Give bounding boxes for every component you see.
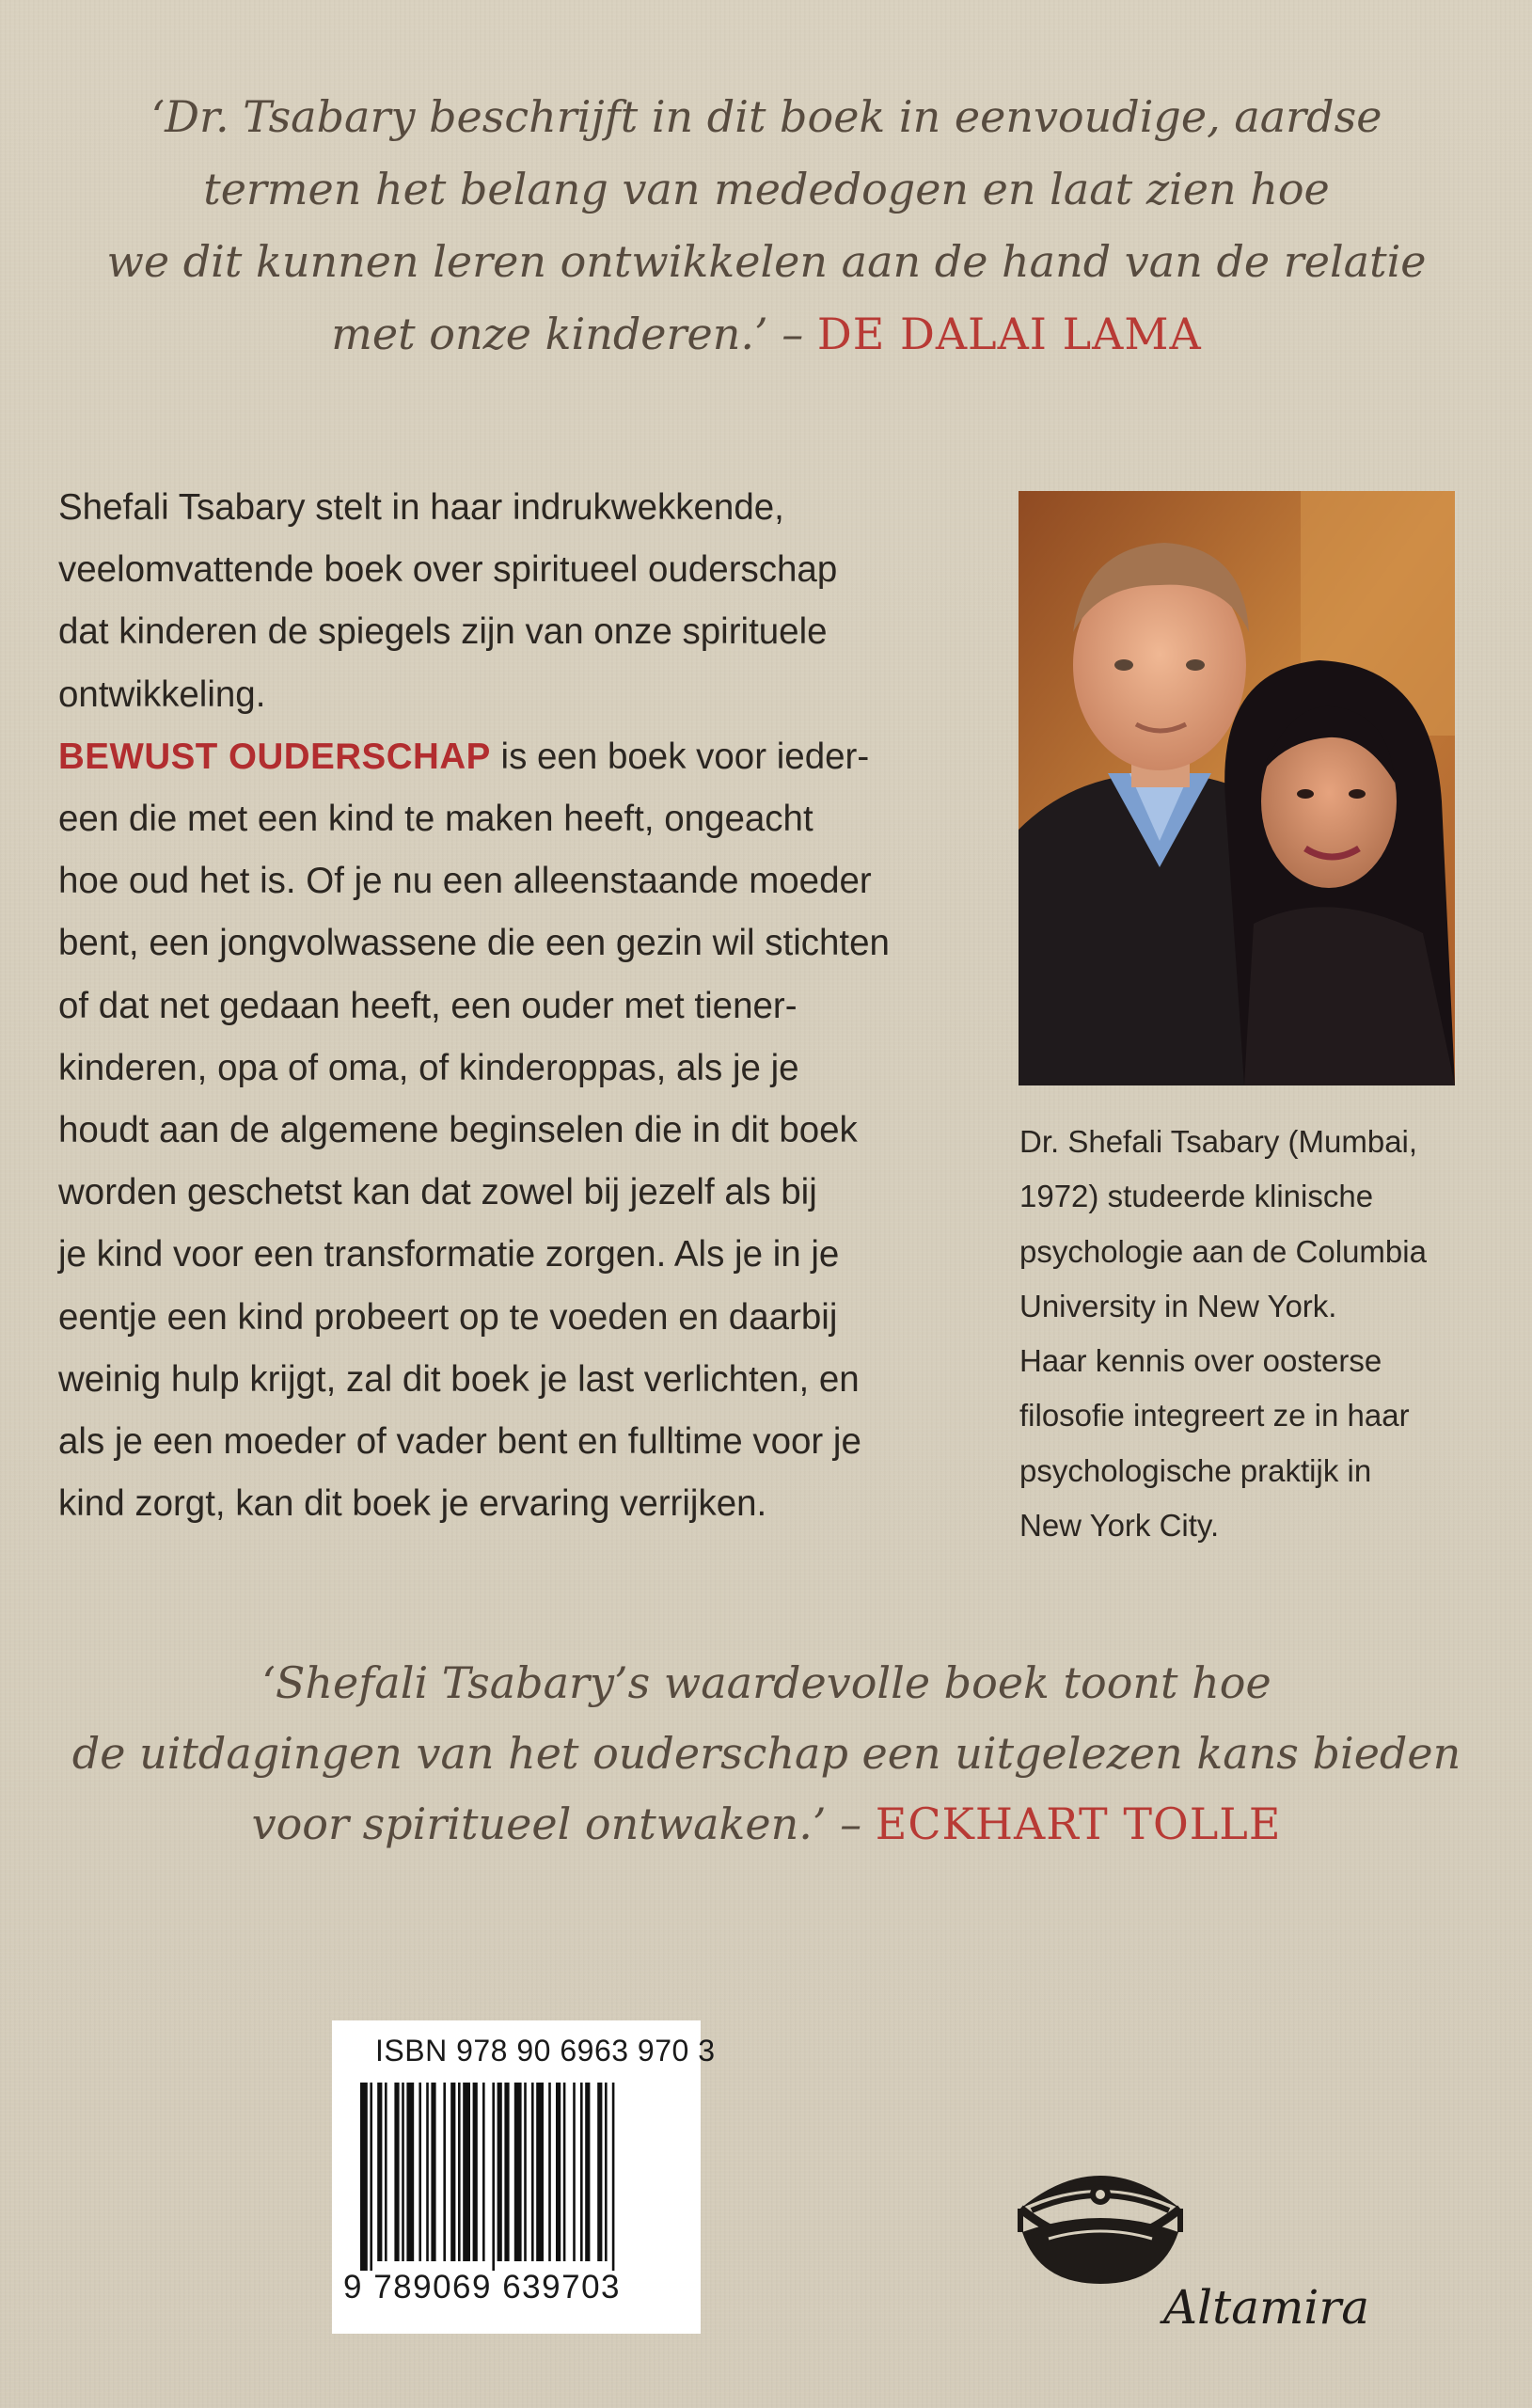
quote-line: ‘Shefali Tsabary’s waardevolle boek toont hoe bbox=[261, 1657, 1271, 1708]
blurb-line: of dat net gedaan heeft, een ouder met tiener- bbox=[58, 985, 798, 1026]
blurb-line: kinderen, opa of oma, of kinderoppas, als je je bbox=[58, 1047, 799, 1088]
eye-logo-icon bbox=[1011, 2152, 1190, 2298]
quote-line: termen het belang van mededogen en laat zien hoe bbox=[203, 164, 1330, 214]
bio-line: filosofie integreert ze in haar bbox=[1019, 1398, 1410, 1434]
quote-line: we dit kunnen leren ontwikkelen aan de hand van de relatie bbox=[106, 236, 1427, 287]
bio-line: University in New York. bbox=[1019, 1288, 1337, 1323]
bio-line: Dr. Shefali Tsabary (Mumbai, bbox=[1019, 1124, 1418, 1159]
quote-line-text: met onze kinderen.’ – bbox=[331, 309, 804, 359]
blurb-line: bent, een jongvolwassene die een gezin wil stichten bbox=[58, 923, 890, 964]
barcode-digits: 9 789069 639703 bbox=[343, 2269, 621, 2305]
quote-eckhart-tolle bbox=[71, 1648, 1462, 1860]
blurb-line: een die met een kind te maken heeft, ongeacht bbox=[58, 799, 813, 840]
blurb-line-text: is een boek voor ieder- bbox=[490, 736, 870, 777]
book-title-highlight: BEWUST OUDERSCHAP bbox=[58, 736, 491, 777]
bio-line: psychologie aan de Columbia bbox=[1019, 1233, 1427, 1269]
blurb-line: worden geschetst kan dat zowel bij jezelf als bij bbox=[58, 1172, 817, 1213]
blurb-line: veelomvattende boek over spiritueel ouderschap bbox=[58, 549, 838, 591]
quote-line: de uitdagingen van het ouderschap een uitgelezen kans bieden bbox=[71, 1728, 1461, 1779]
blurb-line: dat kinderen de spiegels zijn van onze spirituele bbox=[58, 611, 828, 653]
blurb-line: houdt aan de algemene beginselen die in dit boek bbox=[58, 1110, 858, 1151]
blurb-line: kind zorgt, kan dit boek je ervaring verrijken. bbox=[58, 1483, 767, 1525]
blurb-line: weinig hulp krijgt, zal dit boek je last verlichten, en bbox=[58, 1358, 860, 1400]
blurb-line: ontwikkeling. bbox=[58, 673, 266, 715]
blurb-line: eentje een kind probeert op te voeden en daarbij bbox=[58, 1296, 838, 1338]
quote-attribution: ECKHART TOLLE bbox=[875, 1798, 1282, 1849]
quote-line: ‘Dr. Tsabary beschrijft in dit boek in eenvoudige, aardse bbox=[150, 91, 1382, 142]
barcode-label bbox=[332, 2020, 716, 2334]
quote-line-text: voor spiritueel ontwaken.’ – bbox=[251, 1798, 862, 1849]
bio-line: New York City. bbox=[1019, 1508, 1220, 1544]
bio-line: 1972) studeerde klinische bbox=[1019, 1179, 1374, 1214]
quote-attribution: DE DALAI LAMA bbox=[816, 309, 1202, 359]
blurb-line bbox=[58, 726, 999, 788]
blurb-line: hoe oud het is. Of je nu een alleenstaande moeder bbox=[58, 861, 872, 902]
blurb-text bbox=[58, 477, 999, 1535]
author-photo bbox=[1019, 491, 1455, 1085]
quote-line bbox=[71, 298, 1462, 371]
barcode-icon bbox=[360, 2083, 680, 2271]
author-bio bbox=[1019, 1115, 1490, 1553]
blurb-line: je kind voor een transformatie zorgen. Als je in je bbox=[58, 1234, 840, 1275]
blurb-line: als je een moeder of vader bent en fulltime voor je bbox=[58, 1421, 861, 1463]
quote-dalai-lama bbox=[71, 81, 1462, 371]
isbn-text: ISBN 978 90 6963 970 3 bbox=[375, 2034, 716, 2067]
quote-line bbox=[71, 1789, 1462, 1860]
blurb-line: Shefali Tsabary stelt in haar indrukwekkende, bbox=[58, 487, 784, 528]
bio-line: Haar kennis over oosterse bbox=[1019, 1343, 1382, 1379]
publisher-name: Altamira bbox=[1163, 2280, 1370, 2335]
bio-line: psychologische praktijk in bbox=[1019, 1452, 1372, 1488]
